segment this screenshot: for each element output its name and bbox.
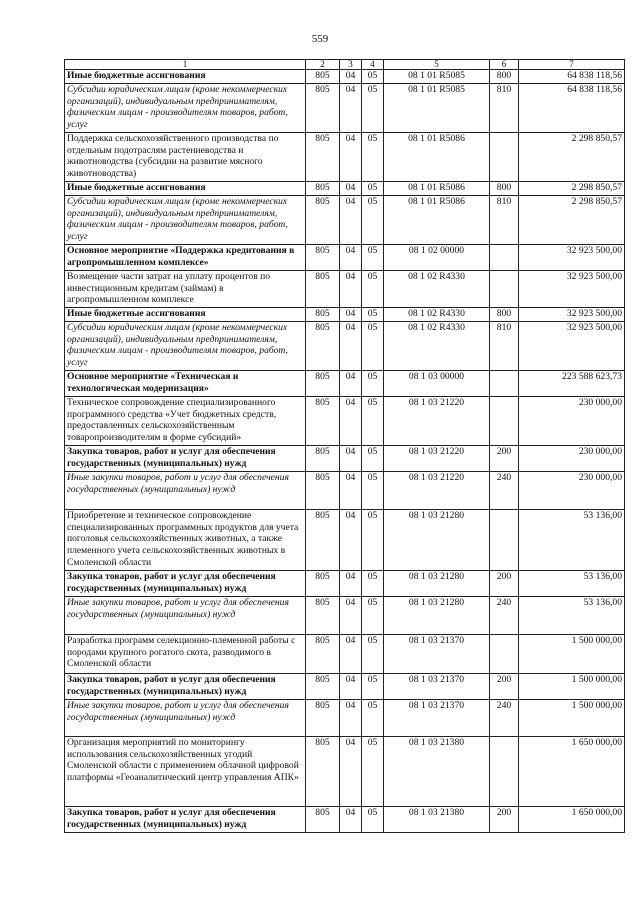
ministry-code-cell: 805 [306,571,340,597]
item-name-cell: Субсидии юридическим лицам (кроме некоммерческих организаций), индивидуальным предпринимателям, физическим лицам - производителям товаров, работ, услуг [65,322,306,371]
budget-table [64,59,625,833]
section-code-cell: 04 [340,70,362,84]
amount-cell: 64 838 118,56 [519,84,625,133]
amount-cell: 1 500 000,00 [519,700,625,737]
subsection-code-cell: 05 [362,700,384,737]
subsection-code-cell: 05 [362,84,384,133]
expense-type-cell: 200 [490,446,519,472]
target-article-cell: 08 1 03 21280 [384,597,490,635]
target-article-cell: 08 1 03 21370 [384,674,490,700]
item-name-cell: Иные закупки товаров, работ и услуг для обеспечения государственных (муниципальных) нужд [65,700,306,737]
item-name-cell: Организация мероприятий по мониторингу использования сельскохозяйственных угодий Смоленской области с применением облачной цифровой платформы «Геоаналитический центр управления АПК» [65,737,306,807]
amount-cell: 32 923 500,00 [519,322,625,371]
target-article-cell: 08 1 03 21380 [384,737,490,807]
item-name-cell: Иные закупки товаров, работ и услуг для обеспечения государственных (муниципальных) нужд [65,472,306,510]
table-row [65,635,625,674]
expense-type-cell: 240 [490,597,519,635]
section-code-cell: 04 [340,245,362,271]
column-number: 7 [519,60,625,70]
ministry-code-cell: 805 [306,308,340,322]
subsection-code-cell: 05 [362,308,384,322]
expense-type-cell: 240 [490,472,519,510]
expense-type-cell: 240 [490,700,519,737]
subsection-code-cell: 05 [362,245,384,271]
item-name-cell: Закупка товаров, работ и услуг для обеспечения государственных (муниципальных) нужд [65,674,306,700]
item-name-cell: Закупка товаров, работ и услуг для обеспечения государственных (муниципальных) нужд [65,446,306,472]
ministry-code-cell: 805 [306,510,340,571]
item-name-cell: Иные закупки товаров, работ и услуг для обеспечения государственных (муниципальных) нужд [65,597,306,635]
ministry-code-cell: 805 [306,397,340,446]
expense-type-cell: 800 [490,308,519,322]
column-number: 5 [384,60,490,70]
ministry-code-cell: 805 [306,271,340,308]
section-code-cell: 04 [340,84,362,133]
target-article-cell: 08 1 02 R4330 [384,271,490,308]
subsection-code-cell: 05 [362,635,384,674]
amount-cell: 32 923 500,00 [519,271,625,308]
item-name-cell: Техническое сопровождение специализированного программного средства «Учет бюджетных средств, предоставленных сельскохозяйственным товаропроизводителям в форме субсидий» [65,397,306,446]
section-code-cell: 04 [340,737,362,807]
ministry-code-cell: 805 [306,133,340,182]
expense-type-cell [490,510,519,571]
expense-type-cell [490,245,519,271]
target-article-cell: 08 1 03 21380 [384,807,490,833]
column-number: 6 [490,60,519,70]
subsection-code-cell: 05 [362,472,384,510]
amount-cell: 2 298 850,57 [519,182,625,196]
target-article-cell: 08 1 01 R5086 [384,196,490,245]
subsection-code-cell: 05 [362,571,384,597]
ministry-code-cell: 805 [306,322,340,371]
subsection-code-cell: 05 [362,597,384,635]
expense-type-cell: 800 [490,182,519,196]
column-numbers-row [65,60,625,70]
table-row [65,700,625,737]
ministry-code-cell: 805 [306,674,340,700]
target-article-cell: 08 1 03 21220 [384,446,490,472]
ministry-code-cell: 805 [306,635,340,674]
expense-type-cell [490,635,519,674]
amount-cell: 1 500 000,00 [519,635,625,674]
subsection-code-cell: 05 [362,397,384,446]
item-name-cell: Закупка товаров, работ и услуг для обеспечения государственных (муниципальных) нужд [65,571,306,597]
expense-type-cell: 200 [490,674,519,700]
item-name-cell: Возмещение части затрат на уплату процентов по инвестиционным кредитам (займам) в агропромышленном комплексе [65,271,306,308]
ministry-code-cell: 805 [306,182,340,196]
column-number: 3 [340,60,362,70]
table-row [65,182,625,196]
target-article-cell: 08 1 03 21280 [384,510,490,571]
amount-cell: 230 000,00 [519,397,625,446]
column-number: 1 [65,60,306,70]
column-number: 4 [362,60,384,70]
column-number: 2 [306,60,340,70]
ministry-code-cell: 805 [306,737,340,807]
expense-type-cell: 810 [490,196,519,245]
table-row [65,371,625,397]
amount-cell: 53 136,00 [519,597,625,635]
ministry-code-cell: 805 [306,597,340,635]
item-name-cell: Иные бюджетные ассигнования [65,182,306,196]
amount-cell: 223 588 623,73 [519,371,625,397]
section-code-cell: 04 [340,597,362,635]
section-code-cell: 04 [340,510,362,571]
table-row [65,322,625,371]
ministry-code-cell: 805 [306,245,340,271]
section-code-cell: 04 [340,472,362,510]
expense-type-cell: 810 [490,322,519,371]
table-row [65,674,625,700]
target-article-cell: 08 1 03 21370 [384,700,490,737]
table-row [65,70,625,84]
table-row [65,472,625,510]
subsection-code-cell: 05 [362,737,384,807]
target-article-cell: 08 1 01 R5086 [384,182,490,196]
item-name-cell: Субсидии юридическим лицам (кроме некоммерческих организаций), индивидуальным предпринимателям, физическим лицам - производителям товаров, работ, услуг [65,84,306,133]
amount-cell: 230 000,00 [519,446,625,472]
target-article-cell: 08 1 02 R4330 [384,308,490,322]
target-article-cell: 08 1 02 00000 [384,245,490,271]
amount-cell: 53 136,00 [519,510,625,571]
table-row [65,737,625,807]
ministry-code-cell: 805 [306,807,340,833]
table-row [65,84,625,133]
subsection-code-cell: 05 [362,371,384,397]
section-code-cell: 04 [340,133,362,182]
amount-cell: 1 500 000,00 [519,674,625,700]
section-code-cell: 04 [340,182,362,196]
table-row [65,196,625,245]
expense-type-cell [490,371,519,397]
target-article-cell: 08 1 02 R4330 [384,322,490,371]
section-code-cell: 04 [340,397,362,446]
table-row [65,133,625,182]
subsection-code-cell: 05 [362,510,384,571]
table-row [65,807,625,833]
amount-cell: 230 000,00 [519,472,625,510]
item-name-cell: Основное мероприятие «Техническая и технологическая модернизация» [65,371,306,397]
expense-type-cell: 200 [490,807,519,833]
section-code-cell: 04 [340,322,362,371]
item-name-cell: Приобретение и техническое сопровождение специализированных программных продуктов для учета поголовья сельскохозяйственных животных, а также племенного учета сельскохозяйственных животных в Смоленской области [65,510,306,571]
ministry-code-cell: 805 [306,84,340,133]
item-name-cell: Поддержка сельскохозяйственного производства по отдельным подотраслям растениеводства и животноводства (субсидии на развитие мясного животноводства) [65,133,306,182]
section-code-cell: 04 [340,371,362,397]
subsection-code-cell: 05 [362,182,384,196]
item-name-cell: Разработка программ селекционно-племенной работы с породами крупного рогатого скота, разводимого в Смоленской области [65,635,306,674]
amount-cell: 1 650 000,00 [519,807,625,833]
section-code-cell: 04 [340,446,362,472]
section-code-cell: 04 [340,700,362,737]
target-article-cell: 08 1 03 21220 [384,397,490,446]
expense-type-cell: 810 [490,84,519,133]
budget-table-body [65,60,625,833]
subsection-code-cell: 05 [362,446,384,472]
expense-type-cell: 200 [490,571,519,597]
table-row [65,271,625,308]
subsection-code-cell: 05 [362,196,384,245]
item-name-cell: Субсидии юридическим лицам (кроме некоммерческих организаций), индивидуальным предпринимателям, физическим лицам - производителям товаров, работ, услуг [65,196,306,245]
amount-cell: 32 923 500,00 [519,308,625,322]
section-code-cell: 04 [340,674,362,700]
item-name-cell: Иные бюджетные ассигнования [65,308,306,322]
table-row [65,397,625,446]
target-article-cell: 08 1 01 R5085 [384,70,490,84]
ministry-code-cell: 805 [306,700,340,737]
expense-type-cell [490,397,519,446]
target-article-cell: 08 1 03 21220 [384,472,490,510]
ministry-code-cell: 805 [306,196,340,245]
amount-cell: 1 650 000,00 [519,737,625,807]
section-code-cell: 04 [340,807,362,833]
subsection-code-cell: 05 [362,70,384,84]
expense-type-cell [490,737,519,807]
amount-cell: 53 136,00 [519,571,625,597]
table-row [65,446,625,472]
item-name-cell: Иные бюджетные ассигнования [65,70,306,84]
amount-cell: 2 298 850,57 [519,133,625,182]
subsection-code-cell: 05 [362,807,384,833]
ministry-code-cell: 805 [306,446,340,472]
subsection-code-cell: 05 [362,674,384,700]
subsection-code-cell: 05 [362,271,384,308]
page-number: 559 [311,33,329,45]
amount-cell: 2 298 850,57 [519,196,625,245]
target-article-cell: 08 1 01 R5085 [384,84,490,133]
section-code-cell: 04 [340,271,362,308]
ministry-code-cell: 805 [306,371,340,397]
target-article-cell: 08 1 03 21280 [384,571,490,597]
amount-cell: 32 923 500,00 [519,245,625,271]
ministry-code-cell: 805 [306,472,340,510]
section-code-cell: 04 [340,571,362,597]
amount-cell: 64 838 118,56 [519,70,625,84]
subsection-code-cell: 05 [362,322,384,371]
expense-type-cell [490,271,519,308]
target-article-cell: 08 1 03 21370 [384,635,490,674]
table-row [65,510,625,571]
subsection-code-cell: 05 [362,133,384,182]
section-code-cell: 04 [340,635,362,674]
table-row [65,308,625,322]
expense-type-cell: 800 [490,70,519,84]
table-row [65,597,625,635]
section-code-cell: 04 [340,308,362,322]
item-name-cell: Закупка товаров, работ и услуг для обеспечения государственных (муниципальных) нужд [65,807,306,833]
section-code-cell: 04 [340,196,362,245]
table-row [65,571,625,597]
table-row [65,245,625,271]
target-article-cell: 08 1 01 R5086 [384,133,490,182]
ministry-code-cell: 805 [306,70,340,84]
expense-type-cell [490,133,519,182]
target-article-cell: 08 1 03 00000 [384,371,490,397]
item-name-cell: Основное мероприятие «Поддержка кредитования в агропромышленном комплексе» [65,245,306,271]
